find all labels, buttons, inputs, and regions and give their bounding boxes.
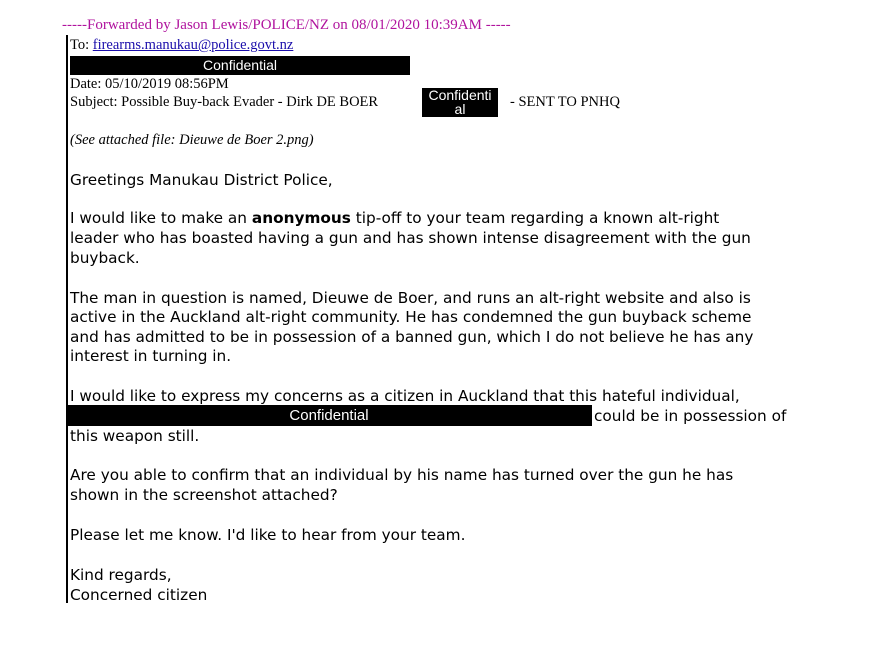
greeting: Greetings Manukau District Police, (70, 171, 333, 189)
redaction-label: Confidential (203, 57, 277, 73)
paragraph-1-line-1 (70, 208, 719, 228)
redaction-block (70, 56, 410, 75)
to-address-link[interactable]: firearms.manukau@police.govt.nz (92, 37, 294, 53)
to-label: To: (70, 37, 93, 53)
date-line: Date: 05/10/2019 08:56PM (70, 76, 229, 92)
p1-text-b: tip-off to your team regarding a known alt-right (350, 209, 720, 227)
paragraph-2-line-2: active in the Auckland alt-right community. He has condemned the gun buyback scheme (70, 308, 752, 326)
attachment-note: (See attached file: Dieuwe de Boer 2.png) (70, 132, 314, 148)
paragraph-redaction-block (66, 405, 592, 426)
paragraph-4-line-2: shown in the screenshot attached? (70, 486, 338, 504)
paragraph-5: Please let me know. I'd like to hear from your team. (70, 526, 466, 544)
closing: Kind regards, (70, 566, 172, 584)
paragraph-1-line-2: leader who has boasted having a gun and has shown intense disagreement with the gun (70, 229, 751, 247)
paragraph-2-line-1: The man in question is named, Dieuwe de Boer, and runs an alt-right website and also is (70, 289, 751, 307)
paragraph-2-line-4: interest in turning in. (70, 347, 232, 365)
paragraph-4-line-1: Are you able to confirm that an individual by his name has turned over the gun he has (70, 466, 734, 484)
paragraph-2-line-3: and has admitted to be in possession of a banned gun, which I do not believe he has any (70, 328, 754, 346)
paragraph-redaction-label: Confidential (289, 407, 369, 424)
to-line (70, 37, 293, 54)
subject-redaction-block (422, 88, 498, 117)
p1-bold-word: anonymous (251, 209, 351, 227)
subject-prefix: Subject: Possible Buy-back Evader - Dirk DE BOER (70, 94, 379, 110)
paragraph-3-line-1: I would like to express my concerns as a citizen in Auckland that this hateful individual, (70, 387, 740, 405)
p1-text-a: I would like to make an (70, 209, 252, 227)
subject-line (70, 94, 378, 111)
quote-bar (66, 35, 68, 603)
forward-line: -----Forwarded by Jason Lewis/POLICE/NZ on 08/01/2020 10:39AM ----- (62, 17, 511, 33)
paragraph-3-line-2: could be in possession of (594, 407, 787, 425)
paragraph-3-line-3: this weapon still. (70, 427, 200, 445)
subject-suffix: - SENT TO PNHQ (510, 94, 620, 110)
subject-redaction-label: Confidenti al (428, 88, 492, 117)
signature: Concerned citizen (70, 586, 208, 604)
paragraph-1-line-3: buyback. (70, 249, 140, 267)
